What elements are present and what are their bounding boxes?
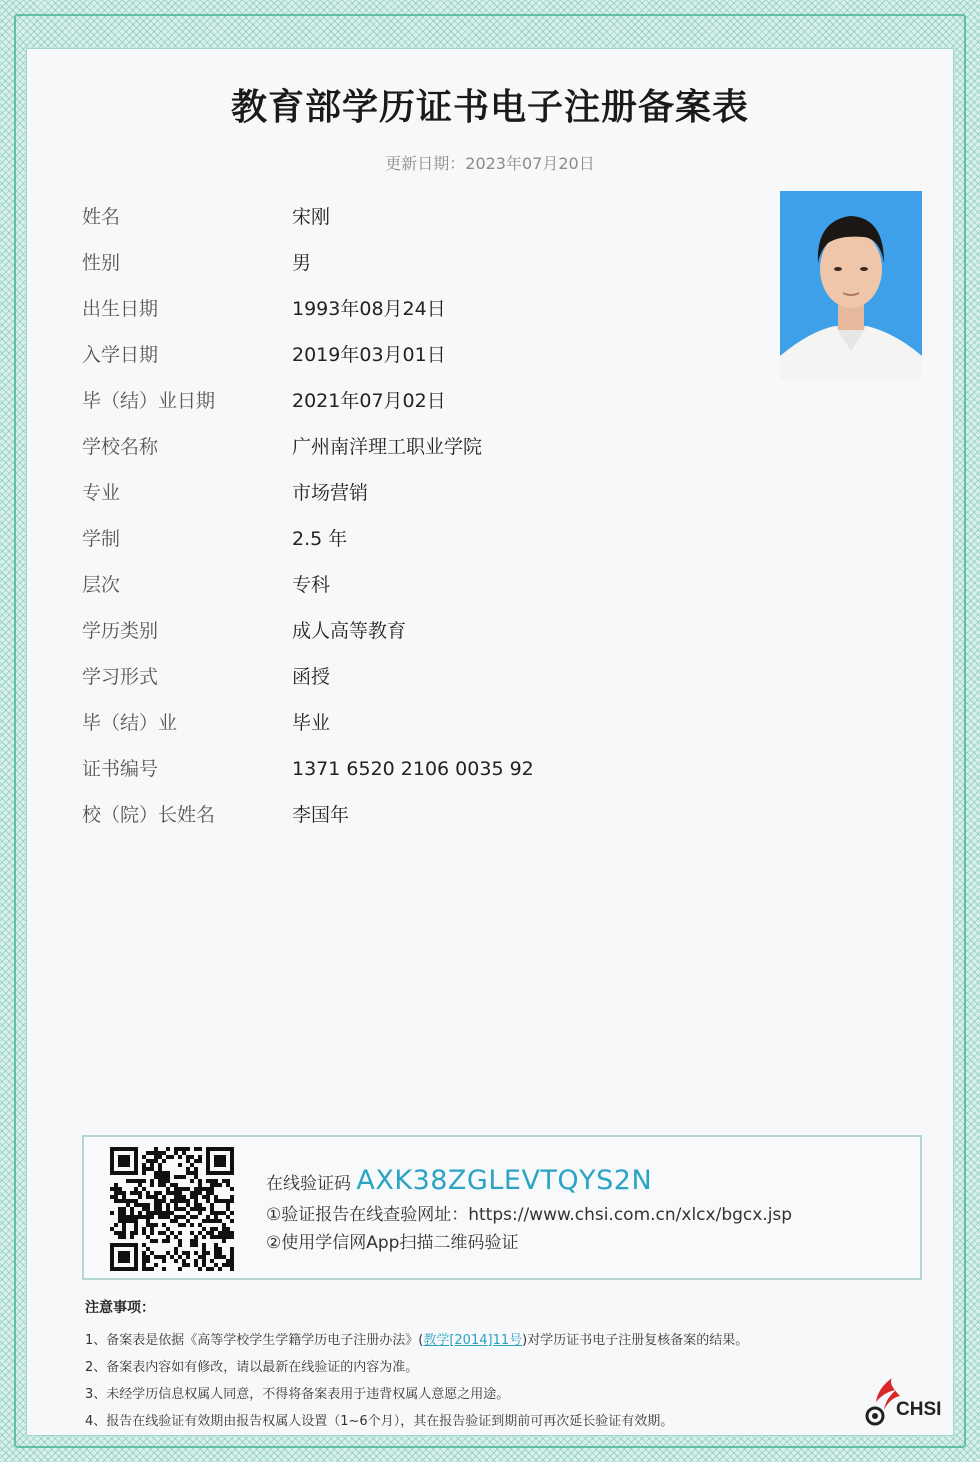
verification-panel [82, 1135, 922, 1280]
note-item-3: 3、未经学历信息权属人同意，不得将备案表用于违背权属人意愿之用途。 [85, 1387, 510, 1402]
field-label: 毕（结）业日期 [82, 390, 216, 412]
verification-app-line: ②使用学信网App扫描二维码验证 [266, 1233, 519, 1253]
note-item-2: 2、备案表内容如有修改，请以最新在线验证的内容为准。 [85, 1360, 419, 1375]
verification-url-line: ①验证报告在线查验网址：https://www.chsi.com.cn/xlcx/bgcx.jsp [266, 1205, 793, 1225]
field-label: 姓名 [82, 206, 121, 228]
field-label: 证书编号 [82, 758, 159, 780]
verification-code-line [266, 1165, 792, 1201]
field-label: 层次 [82, 574, 121, 596]
field-value: 2.5 年 [292, 528, 348, 550]
field-label: 入学日期 [82, 344, 159, 366]
note-text: 1、备案表是依据《高等学校学生学籍学历电子注册办法》( [85, 1333, 424, 1348]
notes-section [85, 1297, 748, 1435]
note-item-4: 4、报告在线验证有效期由报告权属人设置（1~6个月），其在报告验证到期前可再次延长验证有效期。 [85, 1414, 674, 1429]
verification-text [266, 1165, 792, 1257]
field-value: 广州南洋理工职业学院 [292, 436, 483, 458]
policy-link[interactable]: 教学[2014]11号 [423, 1333, 523, 1348]
field-value: 市场营销 [292, 482, 369, 504]
field-label: 出生日期 [82, 298, 159, 320]
verification-code-label: 在线验证码 [266, 1174, 351, 1194]
field-label: 学制 [82, 528, 121, 550]
field-value: 毕业 [292, 712, 331, 734]
field-label: 毕（结）业 [82, 712, 178, 734]
field-label: 学校名称 [82, 436, 159, 458]
field-value: 函授 [292, 666, 331, 688]
field-label: 校（院）长姓名 [82, 804, 216, 826]
chsi-logo [862, 1376, 947, 1426]
field-label: 学习形式 [82, 666, 159, 688]
field-label: 专业 [82, 482, 121, 504]
notes-title: 注意事项： [85, 1300, 155, 1316]
chsi-logo-text: CHSI [896, 1399, 942, 1420]
note-text: )对学历证书电子注册复核备案的结果。 [522, 1333, 749, 1348]
document-title: 教育部学历证书电子注册备案表 [230, 87, 749, 128]
field-value: 李国年 [292, 804, 350, 826]
field-value: 男 [292, 252, 312, 274]
note-item-1 [85, 1327, 748, 1354]
field-value: 2021年07月02日 [292, 390, 446, 412]
field-value: 成人高等教育 [292, 620, 407, 642]
field-label: 学历类别 [82, 620, 159, 642]
field-value: 1993年08月24日 [292, 298, 446, 320]
verification-code: AXK38ZGLEVTQYS2N [356, 1165, 653, 1196]
field-value: 宋刚 [292, 206, 331, 228]
field-value: 2019年03月01日 [292, 344, 446, 366]
record-sheet [26, 48, 954, 1436]
field-label: 性别 [82, 252, 121, 274]
field-value: 1371 6520 2106 0035 92 [292, 758, 534, 780]
field-value: 专科 [292, 574, 331, 596]
qr-code-icon[interactable] [110, 1147, 234, 1271]
update-date: 更新日期：2023年07月20日 [385, 154, 595, 173]
id-photo [780, 191, 922, 380]
